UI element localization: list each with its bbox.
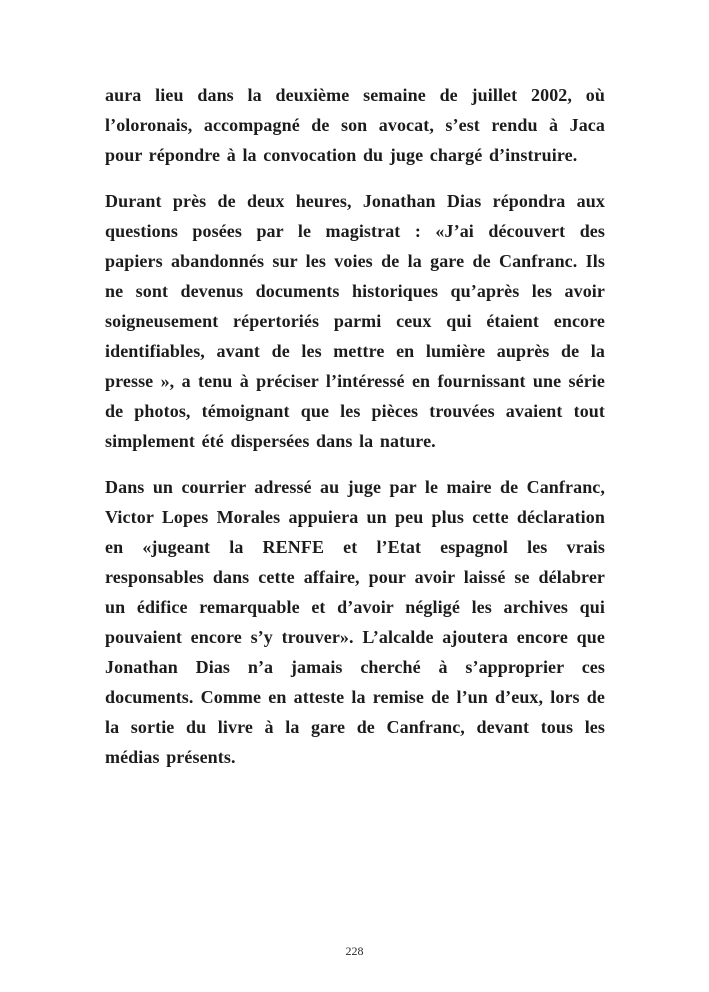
page-content (105, 80, 605, 772)
page-number: 228 (345, 944, 364, 958)
paragraph-1: aura lieu dans la deuxième semaine de juillet 2002, où l’oloronais, accompagné de son avocat, s’est rendu à Jaca pour répondre à la convocation du juge chargé d’instruire. (105, 85, 605, 165)
paragraph-2: Durant près de deux heures, Jonathan Dias répondra aux questions posées par le magistrat : «J’ai découvert des papiers abandonnés sur les voies de la gare de Canfranc. Ils ne sont devenus documents historiques qu’après les avoir soigneusement répertoriés parmi ceux qui étaient encore identifiables, avant de les mettre en lumière auprès de la presse », a tenu à préciser l’intéressé en fournissant une série de photos, témoignant que les pièces trouvées avaient tout simplement été dispersées dans la nature. (105, 191, 605, 451)
paragraph-3: Dans un courrier adressé au juge par le maire de Canfranc, Victor Lopes Morales appuiera un peu plus cette déclaration en «jugeant la RENFE et l’Etat espagnol les vrais responsables dans cette affaire, pour avoir laissé se délabrer un édifice remarquable et d’avoir négligé les archives qui pouvaient encore s’y trouver». L’alcalde ajoutera encore que Jonathan Dias n’a jamais cherché à s’approprier ces documents. Comme en atteste la remise de l’un d’eux, lors de la sortie du livre à la gare de Canfranc, devant tous les médias présents. (105, 477, 605, 767)
page-footer (0, 942, 709, 960)
